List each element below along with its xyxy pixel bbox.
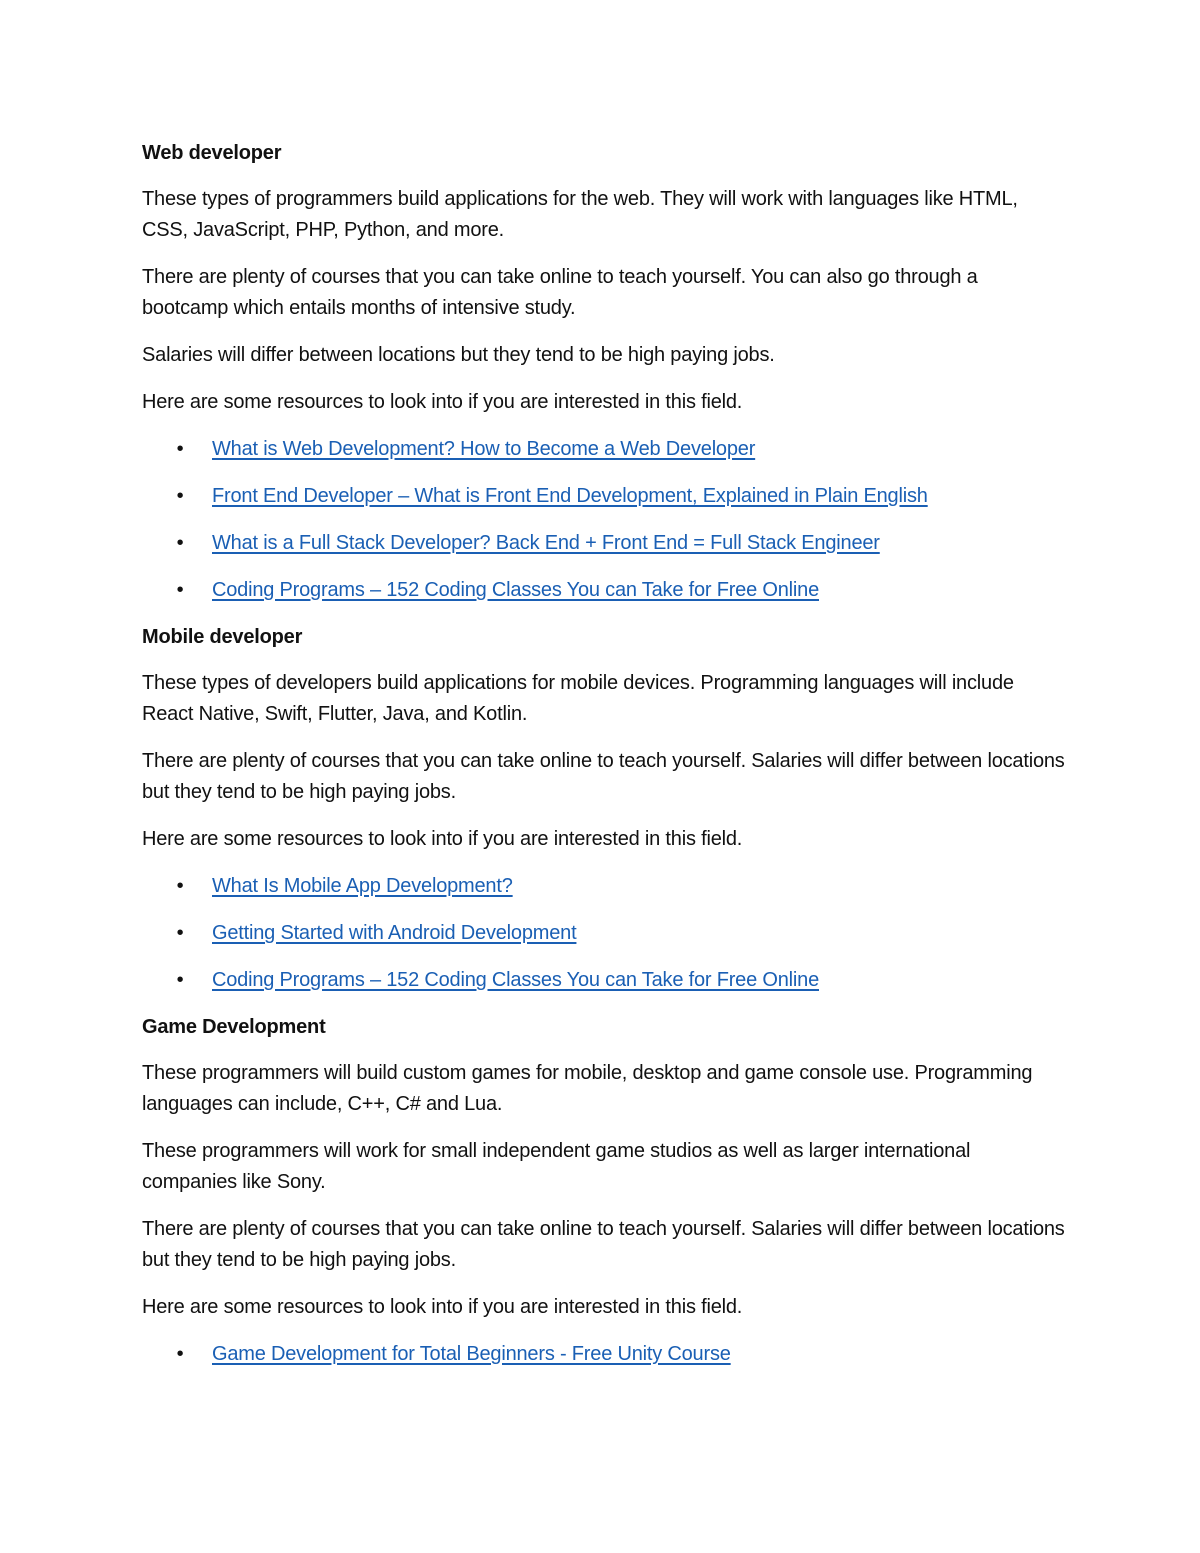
paragraph: These programmers will build custom games for mobile, desktop and game console use. Programming languages can include, C++, C# and Lua.	[142, 1062, 1033, 1115]
list-item	[142, 918, 1067, 949]
bullet-icon: •	[176, 579, 184, 601]
list-item	[142, 871, 1067, 902]
list-item	[142, 1339, 1067, 1370]
resource-link[interactable]: What Is Mobile App Development?	[212, 875, 513, 897]
bullet-icon: •	[176, 532, 184, 554]
paragraph: Here are some resources to look into if you are interested in this field.	[142, 391, 743, 413]
bullet-icon: •	[176, 922, 184, 944]
document-body	[142, 138, 1067, 1386]
bullet-icon: •	[176, 438, 184, 460]
paragraph: There are plenty of courses that you can take online to teach yourself. You can also go through a bootcamp which entails months of intensive study.	[142, 266, 978, 319]
paragraph: These programmers will work for small independent game studios as well as larger international companies like Sony.	[142, 1140, 971, 1193]
section-heading: Web developer	[142, 142, 282, 164]
resource-link[interactable]: Coding Programs – 152 Coding Classes You can Take for Free Online	[212, 579, 819, 601]
bullet-icon: •	[176, 969, 184, 991]
resource-link[interactable]: Front End Developer – What is Front End Development, Explained in Plain English	[212, 485, 928, 507]
resource-link[interactable]: What is Web Development? How to Become a Web Developer	[212, 438, 756, 460]
list-item	[142, 575, 1067, 606]
paragraph: These types of programmers build applications for the web. They will work with languages like HTML, CSS, JavaScript, PHP, Python, and more.	[142, 188, 1018, 241]
section-heading: Mobile developer	[142, 626, 303, 648]
resource-list	[142, 434, 1067, 606]
resource-link[interactable]: Game Development for Total Beginners - Free Unity Course	[212, 1343, 731, 1365]
section-mobile-developer	[142, 622, 1067, 996]
paragraph: There are plenty of courses that you can take online to teach yourself. Salaries will differ between locations but they tend to be high paying jobs.	[142, 1218, 1065, 1271]
list-item	[142, 528, 1067, 559]
paragraph: Here are some resources to look into if you are interested in this field.	[142, 1296, 743, 1318]
bullet-icon: •	[176, 1343, 184, 1365]
paragraph: These types of developers build applications for mobile devices. Programming languages will include React Native, Swift, Flutter, Java, and Kotlin.	[142, 672, 1014, 725]
resource-link[interactable]: What is a Full Stack Developer? Back End + Front End = Full Stack Engineer	[212, 532, 880, 554]
paragraph: There are plenty of courses that you can take online to teach yourself. Salaries will differ between locations but they tend to be high paying jobs.	[142, 750, 1065, 803]
list-item	[142, 434, 1067, 465]
section-heading: Game Development	[142, 1016, 326, 1038]
list-item	[142, 481, 1067, 512]
resource-list	[142, 871, 1067, 996]
bullet-icon: •	[176, 875, 184, 897]
paragraph: Salaries will differ between locations but they tend to be high paying jobs.	[142, 344, 775, 366]
section-game-development	[142, 1012, 1067, 1370]
list-item	[142, 965, 1067, 996]
resource-link[interactable]: Getting Started with Android Development	[212, 922, 577, 944]
paragraph: Here are some resources to look into if you are interested in this field.	[142, 828, 743, 850]
bullet-icon: •	[176, 485, 184, 507]
section-web-developer	[142, 138, 1067, 606]
resource-list	[142, 1339, 1067, 1370]
resource-link[interactable]: Coding Programs – 152 Coding Classes You can Take for Free Online	[212, 969, 819, 991]
